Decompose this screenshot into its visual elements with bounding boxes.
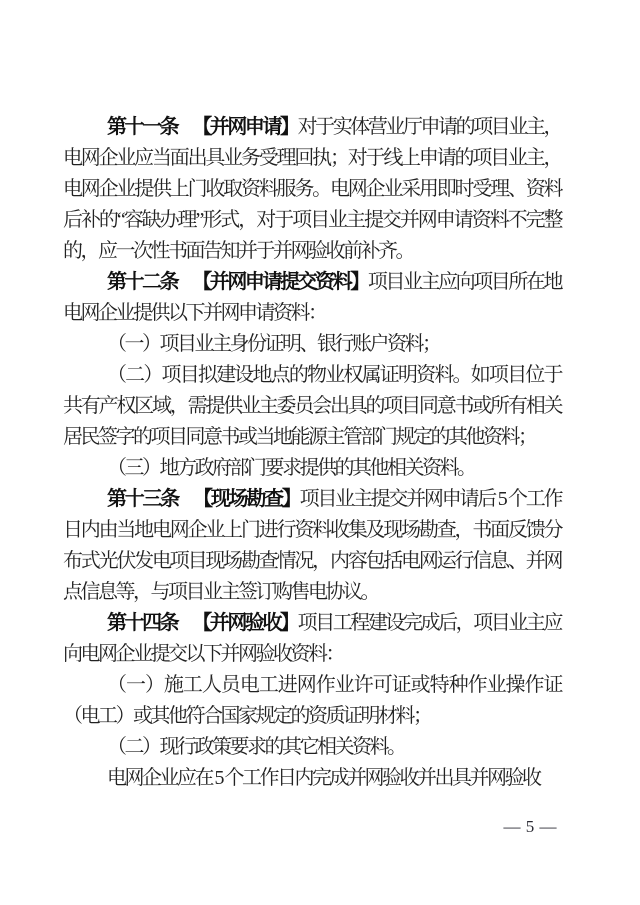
paragraph-text: （二）现行政策要求的其它相关资料。 bbox=[107, 736, 405, 758]
article-label: 【并网验收】 bbox=[192, 612, 298, 634]
article-heading: 第十二条 bbox=[107, 271, 178, 293]
paragraph-text: 对于实体营业厅申请的项目业主，电网企业应当面出具业务受理回执；对于线上申请的项目业主，电网企业提供上门收取资料服务。电网企业采用即时受理、资料后补的“容缺办理”形式，对于项目业主提交并网申请资料不完整的，应一次性书面告知并于并网验收前补齐。 bbox=[63, 116, 561, 262]
paragraph-text: （二）项目拟建设地点的物业权属证明资料。如项目位于共有产权区域，需提供业主委员会出具的项目同意书或所有相关居民签字的项目同意书或当地能源主管部门规定的其他资料； bbox=[63, 364, 561, 448]
article-label: 【并网申请】 bbox=[192, 116, 298, 138]
article-heading: 第十三条 bbox=[107, 488, 179, 510]
paragraph bbox=[63, 670, 561, 732]
paragraph-text: 项目业主提交并网申请后 5 个工作日内由当地电网企业上门进行资料收集及现场勘查，书面反馈分布式光伏发电项目现场勘查情况，内容包括电网运行信息、并网点信息等，与项目业主签订购售电协议。 bbox=[63, 488, 562, 603]
article-label: 【现场勘查】 bbox=[193, 488, 300, 510]
paragraph bbox=[63, 732, 561, 763]
paragraph bbox=[63, 329, 561, 360]
paragraph-text: 电网企业应在 5 个工作日内完成并网验收并出具并网验收 bbox=[107, 767, 540, 789]
document-body bbox=[63, 112, 561, 794]
paragraph bbox=[63, 763, 561, 794]
paragraph-text: （一）项目业主身份证明、银行账户资料； bbox=[107, 333, 440, 355]
paragraph bbox=[63, 608, 561, 670]
paragraph bbox=[63, 360, 561, 453]
paragraph-text: （三）地方政府部门要求提供的其他相关资料。 bbox=[107, 457, 475, 479]
article-heading: 第十一条 bbox=[107, 116, 178, 138]
paragraph-text: 项目工程建设完成后，项目业主应向电网企业提交以下并网验收资料： bbox=[63, 612, 561, 665]
paragraph bbox=[63, 453, 561, 484]
article-heading: 第十四条 bbox=[107, 612, 178, 634]
paragraph-text: （一）施工人员电工进网作业许可证或特种作业操作证（电工）或其他符合国家规定的资质证明材料； bbox=[63, 674, 561, 727]
article-label: 【并网申请提交资料】 bbox=[192, 271, 368, 293]
paragraph bbox=[63, 484, 561, 608]
paragraph bbox=[63, 267, 561, 329]
page-number: — 5 — bbox=[503, 817, 557, 836]
paragraph-text: 项目业主应向项目所在地电网企业提供以下并网申请资料： bbox=[63, 271, 561, 324]
paragraph bbox=[63, 112, 561, 267]
